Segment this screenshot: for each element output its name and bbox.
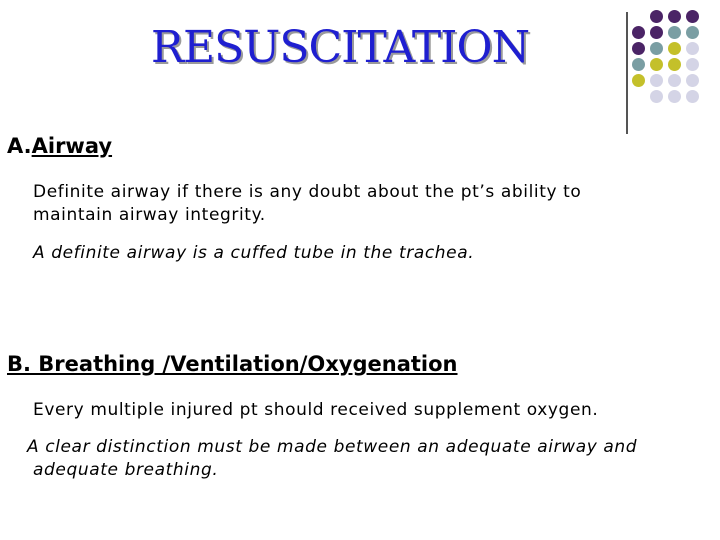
- divider-line: [626, 12, 628, 134]
- section-a-title: Airway: [31, 134, 113, 158]
- decorative-dot-grid: [640, 10, 720, 120]
- decorative-dot: [632, 42, 645, 55]
- section-a-line-2: maintain airway integrity.: [33, 205, 266, 225]
- decorative-dot: [668, 74, 681, 87]
- decorative-dot: [668, 26, 681, 39]
- decorative-dot: [650, 58, 663, 71]
- decorative-dot: [668, 42, 681, 55]
- decorative-dot: [650, 74, 663, 87]
- decorative-dot: [632, 74, 645, 87]
- decorative-dot: [650, 26, 663, 39]
- decorative-dot: [686, 42, 699, 55]
- section-b-title: B. Breathing /Ventilation/Oxygenation: [7, 352, 458, 376]
- decorative-dot: [686, 74, 699, 87]
- section-b-note: [27, 436, 697, 482]
- decorative-dot: [686, 90, 699, 103]
- section-b-note-line-2: adequate breathing.: [33, 460, 219, 480]
- decorative-dot: [686, 10, 699, 23]
- decorative-dot: [668, 10, 681, 23]
- slide-title: RESUSCITATION: [150, 22, 530, 73]
- decorative-dot: [686, 58, 699, 71]
- section-a-text: [33, 181, 703, 227]
- decorative-dot: [650, 90, 663, 103]
- decorative-dot: [668, 90, 681, 103]
- section-a-line-1: Definite airway if there is any doubt about the pt’s ability to: [33, 182, 582, 202]
- decorative-dot: [650, 42, 663, 55]
- section-a-note: A definite airway is a cuffed tube in the trachea.: [33, 243, 475, 263]
- decorative-dot: [632, 26, 645, 39]
- section-b-note-line-1: A clear distinction must be made between an adequate airway and: [27, 437, 638, 457]
- decorative-dot: [650, 10, 663, 23]
- decorative-dot: [632, 58, 645, 71]
- section-b-heading: [7, 352, 458, 376]
- section-a-heading: [7, 134, 112, 158]
- section-a-prefix: A.: [7, 134, 32, 158]
- decorative-dot: [668, 58, 681, 71]
- decorative-dot: [686, 26, 699, 39]
- section-b-line-1: Every multiple injured pt should received supplement oxygen.: [33, 400, 599, 420]
